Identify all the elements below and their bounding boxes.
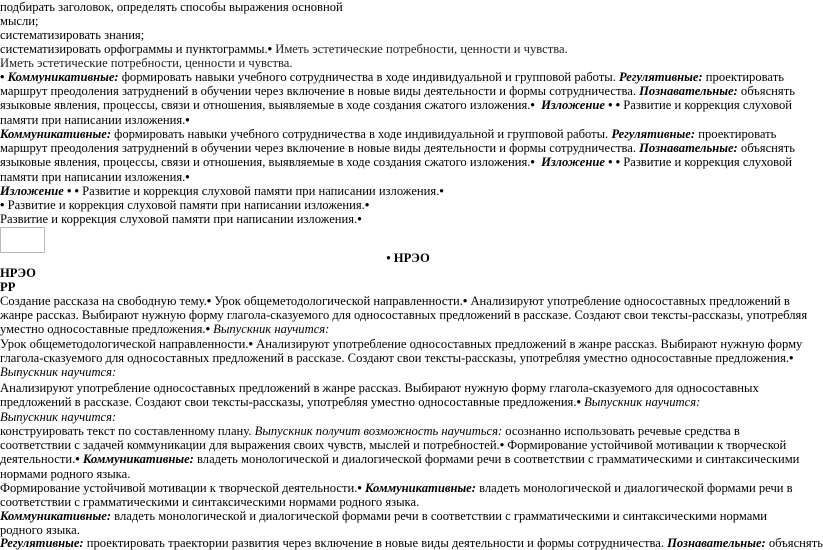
text-span: Урок общеметодологической направленности. (0, 337, 249, 351)
text-span: Анализируют употребление односоставных предложений в жанре рассказ. Выбирают нужную форму глагола-сказуемого для односоставных предложений в рассказе. Создают свои тексты-рассказы, употребляя уместно односоставные предложения. (0, 294, 808, 337)
cognitive-label: Познавательные: (639, 141, 738, 156)
nreo-label: НРЭО (0, 266, 36, 280)
cognitive-label: Познавательные: (639, 84, 738, 99)
text-span: владеть монологической и диалогической формами речи в соответствии с грамматическими и синтаксическими нормами родного языка. (0, 452, 800, 481)
text-span: Развитие и коррекция слуховой памяти при написании изложения. (0, 212, 358, 226)
text-span: Формирование устойчивой мотивации к творческой деятельности. (0, 438, 787, 467)
cognitive-label: Познавательные: (667, 536, 766, 550)
text-span: Иметь эстетические потребности, ценности и чувства. (272, 42, 568, 56)
graduate-label: Выпускник научится: (213, 322, 330, 337)
text-span: Развитие и коррекция слуховой памяти при написании изложения. (0, 98, 793, 127)
bullet: • (364, 198, 370, 212)
text-span: Развитие и коррекция слуховой памяти при написании изложения. (0, 155, 793, 184)
graduate-label: Выпускник научится: (0, 410, 117, 424)
rr-label: РР (0, 280, 16, 294)
text-span: формировать навыки учебного сотрудничества в ходе индивидуальной и групповой работы. (111, 127, 612, 141)
text-span: владеть монологической и диалогической формами речи в соответствии с грамматическими и синтаксическими нормами родного языка. (0, 481, 793, 510)
lesson-paragraph (0, 294, 812, 337)
text-span: объяснять языковые явления, процессы, связи и отношения, выявляемые в ходе создания сжатого изложения. (0, 141, 795, 170)
text-line: мысли; (0, 14, 39, 28)
communicative-label: Коммуникативные: (7, 70, 119, 84)
text-span: конструировать текст по составленному плану. (0, 424, 255, 438)
text-line: подбирать заголовок, определять способы выражения основной (0, 0, 343, 14)
text-line: Иметь эстетические потребности, ценности и чувства. (0, 56, 293, 70)
bullet: • (530, 155, 535, 170)
bullet: • (357, 481, 362, 495)
regulative-label: Регулятивные: (0, 536, 84, 550)
bullet: • (185, 169, 190, 184)
bullet: • (0, 70, 5, 84)
bullet: • (357, 212, 362, 226)
text-line: систематизировать знания; (0, 28, 145, 42)
bullet: • (789, 351, 794, 366)
bullet: • (0, 198, 5, 212)
text-span: Анализируют употребление односоставных предложений в жанре рассказ. Выбирают нужную форму глагола-сказуемого для односоставных предложений в рассказе. Создают свои тексты-рассказы, употребляя уместно односоставные предложения. (0, 381, 759, 410)
text-line (0, 42, 568, 56)
bullet: • (386, 251, 391, 265)
text-span: формировать навыки учебного сотрудничества в ходе индивидуальной и групповой работы. (118, 70, 620, 84)
graduate-label: Выпускник научится: (0, 365, 117, 380)
bullet: • (439, 184, 444, 198)
communicative-label: Коммуникативные: (82, 452, 194, 467)
regulative-label: Регулятивные: (619, 70, 703, 84)
outcome-paragraph (0, 509, 812, 537)
text-line (0, 184, 444, 198)
outcome-paragraph (0, 424, 812, 481)
izlozhenie-label: Изложение (541, 155, 605, 170)
nreo-center-label: НРЭО (393, 251, 430, 265)
outcome-paragraph (0, 481, 812, 509)
bullet: • • (608, 98, 621, 113)
text-span: Развитие и коррекция слуховой памяти при написании изложения. (7, 198, 365, 212)
communicative-label: Коммуникативные: (364, 481, 476, 495)
text-span: Анализируют употребление односоставных предложений в жанре рассказ. Выбирают нужную форму глагола-сказуемого для односоставных предложений в рассказе. Создают свои тексты-рассказы, употребляя уместно односоставные предложения. (0, 337, 803, 366)
text-span: объяснять языковые явления, процессы, связи и отношения, выявляемые в ходе создания сжатого изложения. (0, 84, 795, 113)
regulative-label: Регулятивные: (611, 127, 696, 141)
text-span: объяснять (765, 536, 823, 550)
bullet: • (576, 395, 581, 410)
text-span: проектировать маршрут преодоления затруднений в обучении через включение в новые виды деятельности и формы сотрудничества. (0, 70, 784, 99)
bullet: • (206, 294, 212, 308)
nreo-heading (0, 251, 816, 265)
empty-cell-box (0, 227, 45, 253)
text-span: проектировать траектории развития через включение в новые виды деятельности и формы сотрудничества. (83, 536, 668, 550)
text-span: Урок общеметодологической направленности. (211, 294, 463, 308)
bullet: • • (608, 155, 621, 170)
competency-paragraph (0, 127, 812, 184)
competency-paragraph (0, 70, 812, 127)
bullet: • (267, 42, 273, 56)
communicative-label: Коммуникативные: (0, 127, 112, 141)
communicative-label: Коммуникативные: (0, 509, 112, 523)
text-span: владеть монологической и диалогической формами речи в соответствии с грамматическими и синтаксическими нормами родного языка. (0, 509, 768, 538)
bullet: • (205, 322, 210, 337)
bullet: • (462, 294, 468, 308)
izlozhenie-label: Изложение (0, 184, 64, 198)
text-line (0, 198, 369, 212)
izlozhenie-label: Изложение (541, 98, 605, 113)
text-span: систематизировать орфограммы и пунктограммы. (0, 42, 268, 56)
text-line (0, 212, 362, 226)
text-span: Создание рассказа на свободную тему. (0, 294, 207, 308)
text-span: Развитие и коррекция слуховой памяти при написании изложения. (78, 184, 440, 198)
bullet: • (185, 112, 190, 127)
text-line (0, 536, 823, 550)
lesson-paragraph (0, 381, 812, 409)
bullet: • (499, 438, 505, 453)
lesson-paragraph (0, 337, 812, 380)
bullet: • (75, 452, 80, 467)
text-span: проектировать маршрут преодоления затруднений в обучении через включение в новые виды деятельности и формы сотрудничества. (0, 127, 777, 156)
text-span: Формирование устойчивой мотивации к творческой деятельности. (0, 481, 358, 495)
bullet: • • (67, 184, 79, 198)
bullet: • (530, 98, 535, 113)
opportunity-label: Выпускник получит возможность научиться: (254, 424, 503, 438)
bullet: • (248, 337, 253, 351)
text-span: осознанно использовать речевые средства в соответствии с задачей коммуникации для выражения своих чувств, мыслей и потребностей. (0, 424, 740, 453)
graduate-label: Выпускник научится: (584, 395, 701, 410)
